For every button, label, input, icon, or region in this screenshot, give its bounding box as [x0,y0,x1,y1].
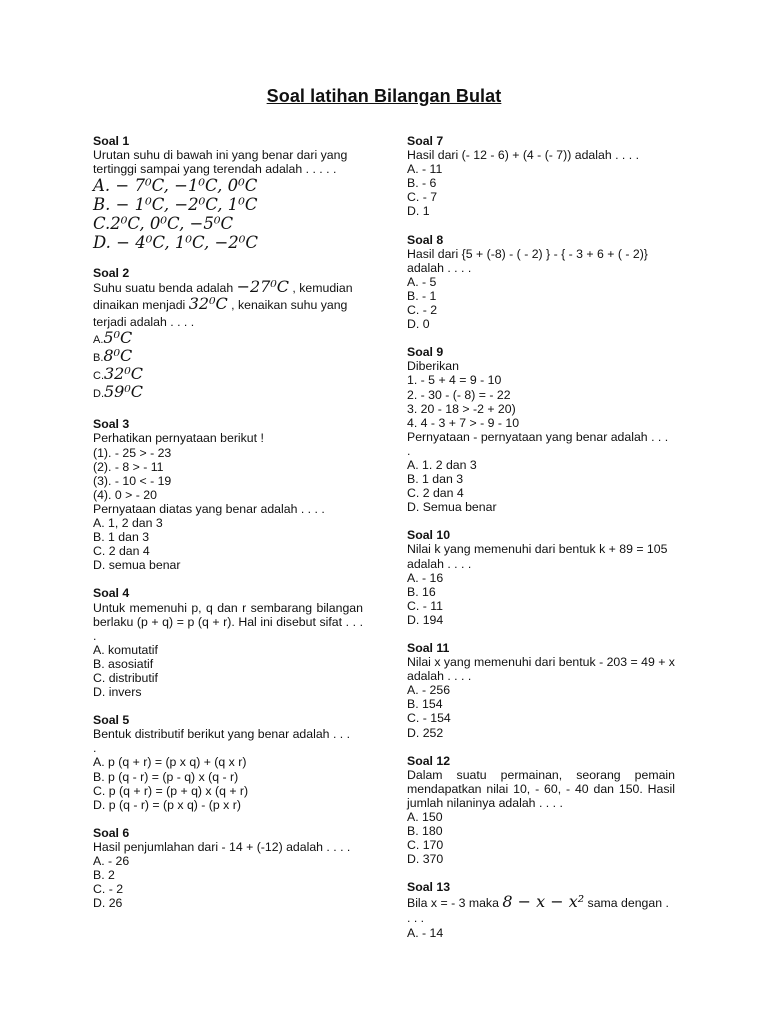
text-part: sama dengan . . . . [407,895,669,925]
statement-3: 3. 20 - 18 > -2 + 20) [407,401,516,416]
statement-4: (4). 0 > - 20 [93,487,157,502]
question-title: Soal 7 [407,134,444,148]
question-text: Hasil penjumlahan dari - 14 + (-12) adalah . . . . [93,839,351,854]
option-value: 8⁰C [103,346,133,366]
question-line: Perhatikan pernyataan berikut ! [93,431,264,446]
option-a: A. - 26 [93,854,130,868]
question-title: Soal 12 [407,753,451,768]
option-d: D. invers [93,685,142,700]
left-column [93,134,363,924]
question-title: Soal 13 [407,880,451,895]
math-expression: −27⁰C [236,277,290,297]
question-title: Soal 11 [407,641,450,655]
option-d: D. − 4⁰C, 1⁰C, −2⁰C [93,233,259,253]
page-title: Soal latihan Bilangan Bulat [266,86,502,106]
option-d: D. Semua benar [407,500,497,515]
option-value: 32⁰C [104,364,144,384]
statement-2: (2). - 8 > - 11 [93,459,164,474]
option-d: D. 252 [407,725,444,740]
question-text: Untuk memenuhi p, q dan r sembarang bilangan berlaku (p + q) = p (q + r). Hal ini disebut sifat . . . . [93,600,363,643]
question-5 [93,713,363,812]
question-title: Soal 2 [93,266,130,281]
option-a: A. komutatif [93,642,158,657]
question-title: Soal 5 [93,713,130,728]
question-title: Soal 8 [407,232,444,247]
option-a: A. - 14 [407,925,444,940]
option-b: B. asosiatif [93,656,154,671]
option-b: B. p (q - r) = (p - q) x (q - r) [93,769,239,784]
option-d: D. 1 [407,204,430,219]
option-d: D. 26 [93,896,123,911]
option-a: A. - 5 [407,274,437,289]
question-9 [407,345,675,514]
option-a: A. - 11 [407,162,443,177]
option-b: B. − 1⁰C, −2⁰C, 1⁰C [93,195,258,215]
option-label: B. [93,352,104,365]
question-8 [407,233,675,332]
option-c: C. - 154 [407,711,451,726]
question-text: Bentuk distributif berikut yang benar adalah . . . . [93,727,351,756]
question-title: Soal 9 [407,345,444,360]
question-6 [93,826,363,911]
question-text [407,891,675,926]
option-label: A. [93,334,104,347]
option-a: A. 1. 2 dan 3 [407,457,477,472]
question-title: Soal 6 [93,825,130,840]
option-c: C. 2 dan 4 [407,486,464,501]
option-d: D. semua benar [93,558,181,573]
statement-3: (3). - 10 < - 19 [93,473,172,488]
question-title: Soal 4 [93,586,130,601]
option-a: A. p (q + r) = (p x q) + (q x r) [93,755,247,770]
question-text: Nilai k yang memenuhi dari bentuk k + 89 = 105 adalah . . . . [407,542,668,571]
option-b: B. 2 [93,868,115,883]
question-12 [407,754,675,867]
option-a: A. − 7⁰C, −1⁰C, 0⁰C [93,176,258,196]
option-d: D. 194 [407,612,444,627]
option-c: C. - 2 [407,303,438,318]
option-c: C. 170 [407,838,444,853]
option-a: A. 150 [407,810,443,825]
option-c: C. distributif [93,670,158,685]
question-text: Nilai x yang memenuhi dari bentuk - 203 = 49 + x adalah . . . . [407,655,675,684]
text-part: Suhu suatu benda adalah [93,281,237,296]
option-value: 5⁰C [103,328,133,348]
question-4 [93,586,363,699]
option-d: D. p (q - r) = (p x q) - (p x r) [93,797,241,812]
option-c: C. 2 dan 4 [93,544,150,559]
question-13 [407,880,675,939]
math-expression: 32⁰C [188,294,228,314]
statement-4: 4. 4 - 3 + 7 > - 9 - 10 [407,415,520,430]
question-line: Pernyataan diatas yang benar adalah . . . . [93,501,325,516]
text-part: , kemudian dinaikan menjadi [93,281,353,313]
text-part: Bila x = - 3 maka [407,895,503,910]
option-d: D. 370 [407,852,444,867]
option-a: A. - 16 [407,570,444,585]
question-3 [93,417,363,572]
option-b: B. 16 [407,584,436,599]
question-7 [407,134,675,219]
option-label: C. [93,370,104,383]
question-text [93,277,363,331]
option-b: B. 180 [407,824,443,839]
right-column [407,134,675,954]
question-line: Diberikan [407,359,459,374]
option-c: C. - 11 [407,598,443,613]
question-text: Hasil dari {5 + (-8) - ( - 2) } - { - 3 + 6 + ( - 2)} adalah . . . . [407,246,648,275]
question-text: Pernyataan - pernyataan yang benar adalah . . . . [407,429,669,458]
question-title: Soal 3 [93,417,130,432]
option-a: A. 1, 2 dan 3 [93,516,163,531]
statement-2: 2. - 30 - (- 8) = - 22 [407,387,511,402]
option-b: B. 154 [407,697,443,712]
option-b: B. 1 dan 3 [93,530,150,545]
option-label: D. [93,388,104,401]
question-text: Dalam suatu permainan, seorang pemain mendapatkan nilai 10, - 60, - 40 dan 150. Hasil jumlah nilaninya adalah . . . . [407,767,675,810]
statement-1: 1. - 5 + 4 = 9 - 10 [407,373,502,388]
question-10 [407,528,675,627]
question-11 [407,641,675,740]
option-c: C.2⁰C, 0⁰C, −5⁰C [93,214,234,234]
option-value: 59⁰C [104,382,144,402]
option-c: C. - 2 [93,882,124,897]
option-a: A. - 256 [407,683,451,698]
question-title: Soal 1 [93,134,130,148]
question-1 [93,134,363,252]
option-d: D. 0 [407,317,430,332]
math-expression: 8 − x − x² [502,891,585,911]
option-a [93,328,363,349]
question-text: Hasil dari (- 12 - 6) + (4 - (- 7)) adalah . . . . [407,148,640,163]
option-c: C. p (q + r) = (p + q) x (q + r) [93,783,249,798]
option-c: C. - 7 [407,190,438,205]
text-part: , kenaikan suhu yang terjadi adalah . . . . [93,298,348,330]
question-title: Soal 10 [407,528,451,543]
option-d [93,382,363,403]
question-text: Urutan suhu di bawah ini yang benar dari yang tertinggi sampai yang terendah adalah . . . . . [93,148,348,177]
option-b: B. 1 dan 3 [407,472,464,487]
option-b: B. - 6 [407,176,437,191]
question-2 [93,266,363,403]
statement-1: (1). - 25 > - 23 [93,445,172,460]
option-b: B. - 1 [407,288,437,303]
